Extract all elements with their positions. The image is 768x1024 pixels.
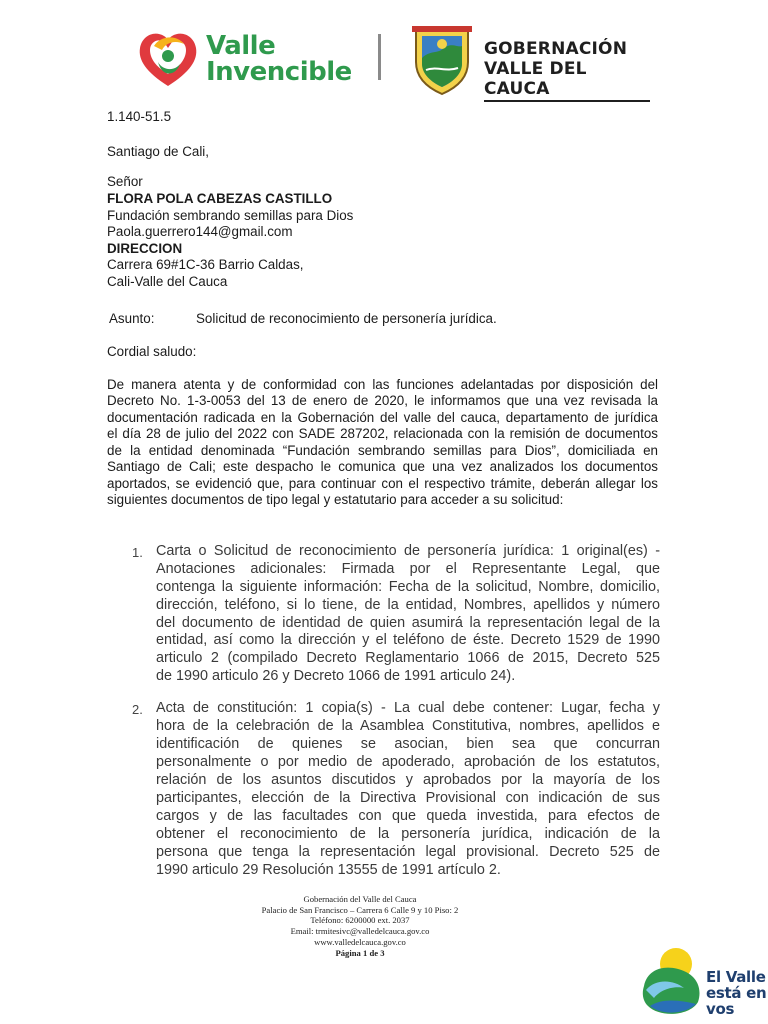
badge-line-2: está en xyxy=(706,984,767,1002)
reference-number: 1.140-51.5 xyxy=(107,109,172,124)
address-line-1: Carrera 69#1C-36 Barrio Caldas, xyxy=(107,257,304,272)
list-item-line: cargos y de las facultades con que queda investida, para efectos de xyxy=(156,808,660,824)
list-item-line: del documento de identidad de quien asumirá la representación legal de la xyxy=(156,615,660,631)
subject-label: Asunto: xyxy=(109,311,155,326)
body-line: Santiago de Cali; este despacho le comunica que una vez analizados los documentos xyxy=(107,459,658,474)
list-item-line: relación de los asuntos discutidos y aprobados por la mayoría de los xyxy=(156,772,660,788)
gobernacion-logo xyxy=(410,24,650,99)
body-line: Decreto No. 1-3-0053 del 13 de enero de 2020, le informamos que una vez revisada la xyxy=(107,393,658,408)
list-item-line: hora de la celebración de la Asamblea Constitutiva, nombres, apellidos e xyxy=(156,718,660,734)
page-footer xyxy=(200,894,520,958)
address-label: DIRECCION xyxy=(107,241,183,256)
body-line: de la entidad denominada “Fundación sembrando semillas para Dios”, domiciliada en xyxy=(107,443,658,458)
list-item-line: entidad, así como la dirección y el teléfono de éste. Decreto 1529 de 1990 xyxy=(156,632,660,648)
list-item-line: Anotaciones adicionales: Firmada por el Representante Legal, que xyxy=(156,561,660,577)
list-item-number: 1. xyxy=(132,545,143,560)
page-sep: de xyxy=(369,947,379,958)
body-line: De manera atenta y de conformidad con las funciones adelantadas por disposición del xyxy=(107,377,658,392)
list-item-line: Acta de constitución: 1 copia(s) - La cual debe contener: Lugar, fecha y xyxy=(156,700,660,716)
gov-line-1: GOBERNACIÓN xyxy=(484,39,628,59)
list-item-number: 2. xyxy=(132,702,143,717)
salutation-title: Señor xyxy=(107,174,143,189)
list-item-line: participantes, elección de la Directiva Provisional con indicación de sus xyxy=(156,790,660,806)
list-item-line: persona que tenga la representación legal provisional. Decreto 525 de xyxy=(156,844,660,860)
wave-icon xyxy=(640,946,706,1016)
body-line: siguientes documentos de tipo legal y estatutario para acceder a su solicitud: xyxy=(107,492,564,507)
body-line: el día 28 de julio del 2022 con SADE 287202, relacionada con la remisión de documentos xyxy=(107,426,658,441)
valle-invencible-logo xyxy=(136,26,366,92)
list-item-line: articulo 2 (compilado Decreto Reglamentario 1066 de 2015, Decreto 525 xyxy=(156,650,660,666)
list-item-line: Carta o Solicitud de reconocimiento de personería jurídica: 1 original(es) - xyxy=(156,543,660,559)
list-item-line: personalmente o por medio de apoderado, aprobación de los estatutos, xyxy=(156,754,660,770)
coat-of-arms-icon xyxy=(410,24,474,96)
list-item-line: dirección, teléfono, si lo tiene, de la entidad, Nombres, apellidos y número xyxy=(156,597,660,613)
page-total: 3 xyxy=(380,947,385,958)
footer-address: Palacio de San Francisco – Carrera 6 Calle 9 y 10 Piso: 2 xyxy=(261,904,459,915)
footer-website: www.valledelcauca.gov.co xyxy=(314,936,406,947)
subject-text: Solicitud de reconocimiento de personería jurídica. xyxy=(196,311,497,326)
footer-phone: Teléfono: 6200000 ext. 2037 xyxy=(310,915,410,926)
badge-line-3: vos xyxy=(706,1000,735,1018)
list-item-line: obtener el reconocimiento de la personería jurídica, indicación de la xyxy=(156,826,660,842)
body-line: aportados, se evidenció que, para continuar con el respectivo trámite, deberán allegar los xyxy=(107,476,658,491)
organization-name: Fundación sembrando semillas para Dios xyxy=(107,208,354,223)
city-line: Santiago de Cali, xyxy=(107,144,209,159)
badge-line-1: El Valle xyxy=(706,968,766,986)
list-item-line: 1990 articulo 29 Resolución 13555 de 1991 artículo 2. xyxy=(156,862,501,878)
body-line: documentación radicada en la Gobernación del valle del cauca, departamento de jurídica xyxy=(107,410,658,425)
list-item-line: contenga la siguiente información: Fecha de la solicitud, Nombre, domicilio, xyxy=(156,579,660,595)
footer-email: Email: trmitesivc@valledelcauca.gov.co xyxy=(290,926,430,937)
header-divider xyxy=(378,34,381,80)
gov-line-2: VALLE DEL CAUCA xyxy=(484,59,650,102)
greeting: Cordial saludo: xyxy=(107,344,197,359)
recipient-email: Paola.guerrero144@gmail.com xyxy=(107,224,293,239)
list-item-line: identificación de quienes se asocian, bien sea que concurran xyxy=(156,736,660,752)
address-line-2: Cali-Valle del Cauca xyxy=(107,274,228,289)
list-item-line: de 1990 articulo 26 y Decreto 1066 de 1991 articulo 24). xyxy=(156,668,516,684)
recipient-name: FLORA POLA CABEZAS CASTILLO xyxy=(107,191,333,206)
brand-line-1: Valle xyxy=(206,31,276,61)
heart-shape-icon xyxy=(136,28,200,92)
brand-line-2: Invencible xyxy=(206,57,352,87)
footer-org: Gobernación del Valle del Cauca xyxy=(303,894,417,904)
page-current: 1 xyxy=(362,947,368,958)
page-number xyxy=(200,948,520,959)
el-valle-esta-en-vos-logo xyxy=(640,944,768,1024)
page-prefix: Página xyxy=(335,947,361,958)
